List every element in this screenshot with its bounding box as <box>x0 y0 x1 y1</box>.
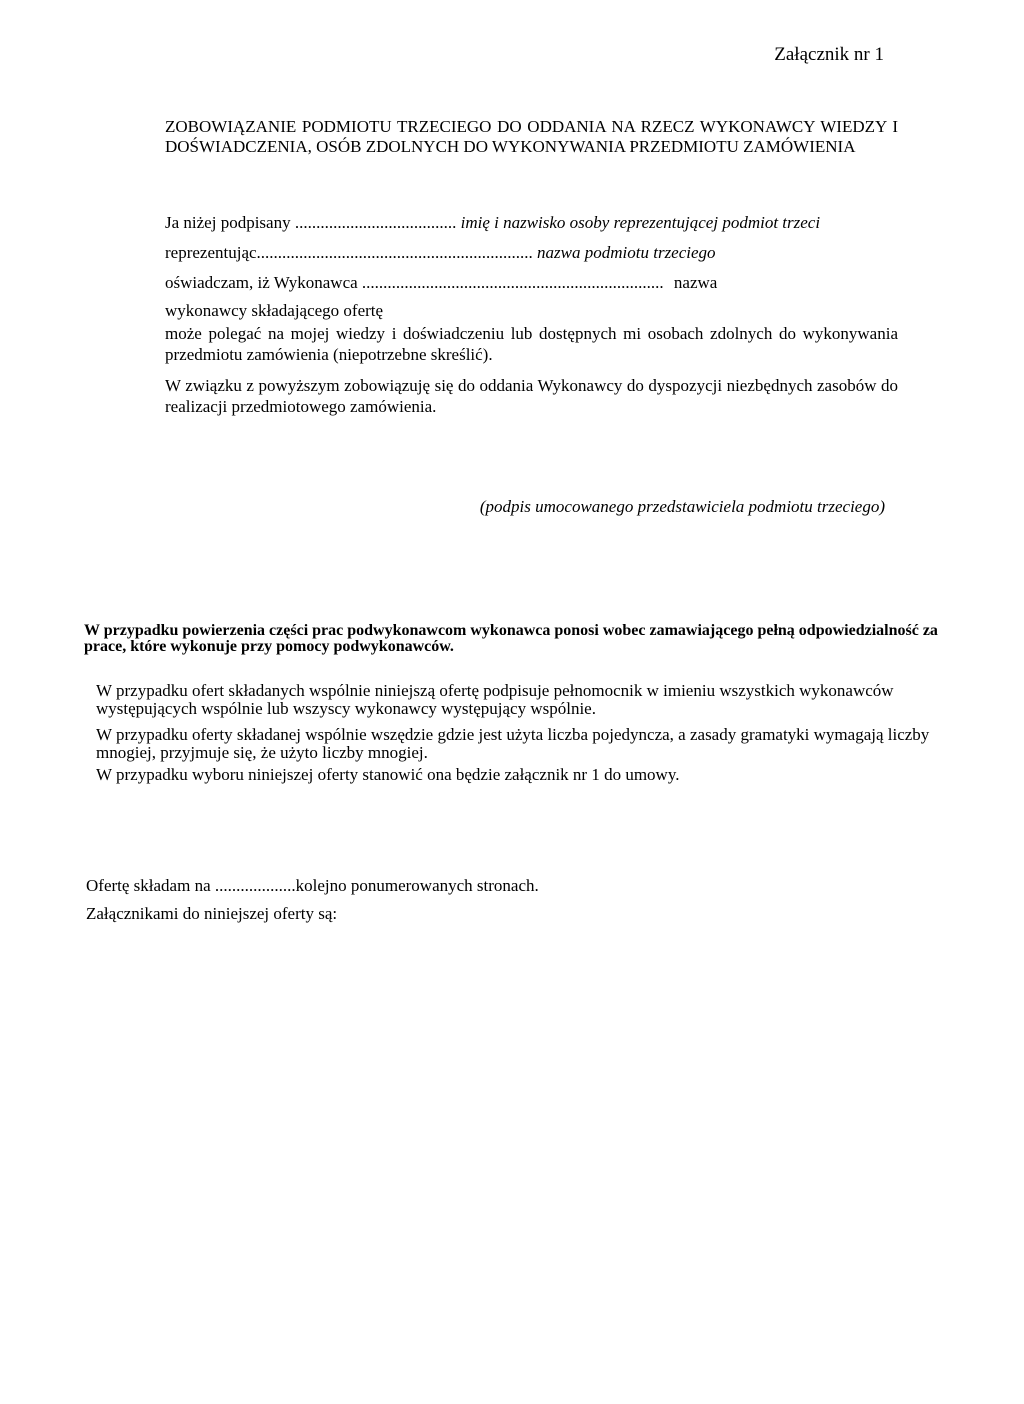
signer-fill-dots[interactable]: ...................................... <box>294 213 457 232</box>
contractor-label: oświadczam, iż Wykonawca <box>165 273 358 292</box>
attachments-label: Załącznikami do niniejszej oferty są: <box>86 904 338 923</box>
pages-line <box>86 875 539 897</box>
note-grammar: W przypadku oferty składanej wspólnie wszędzie gdzie jest użyta liczba pojedyncza, a zasady gramatyki wymagają liczby mnogiej, przyjmuje się, że użyto liczby mnogiej. <box>96 725 930 762</box>
form-line-signer <box>165 212 898 234</box>
contractor-hint: nazwa <box>673 273 718 292</box>
signer-label: Ja niżej podpisany <box>165 213 291 232</box>
entity-hint: nazwa podmiotu trzeciego <box>537 243 716 262</box>
annex-label: Załącznik nr 1 <box>774 44 884 65</box>
entity-label: reprezentując <box>165 243 257 262</box>
pages-fill-dots[interactable]: ................... <box>214 876 296 895</box>
signature-caption: (podpis umocowanego przedstawiciela podmiotu trzeciego) <box>479 497 885 516</box>
form-line-contractor-cont: wykonawcy składającego ofertę <box>165 301 384 320</box>
paragraph-commitment: W związku z powyższym zobowiązuję się do oddania Wykonawcy do dyspozycji niezbędnych zasobów do realizacji przedmiotowego zamówienia. <box>165 376 898 416</box>
signer-hint: imię i nazwisko osoby reprezentującej podmiot trzeci <box>460 213 821 232</box>
form-line-entity <box>165 242 898 264</box>
note-joint-offers: W przypadku ofert składanych wspólnie niniejszą ofertę podpisuje pełnomocnik w imieniu wszystkich wykonawców występujących wspólnie lub wszyscy wykonawcy występujący wspólnie. <box>96 681 894 718</box>
document-title: ZOBOWIĄZANIE PODMIOTU TRZECIEGO DO ODDANIA NA RZECZ WYKONAWCY WIEDZY I DOŚWIADCZENIA, OSÓB ZDOLNYCH DO WYKONYWANIA PRZEDMIOTU ZAMÓWIENIA <box>165 117 898 156</box>
entity-fill-dots[interactable]: ................................................................. <box>256 243 533 262</box>
paragraph-capacity: może polegać na mojej wiedzy i doświadczeniu lub dostępnych mi osobach zdolnych do wykonywania przedmiotu zamówienia (niepotrzebne skreślić). <box>165 324 898 364</box>
pages-label: Ofertę składam na <box>86 876 211 895</box>
note-contract-annex: W przypadku wyboru niniejszej oferty stanowić ona będzie załącznik nr 1 do umowy. <box>96 765 680 784</box>
contractor-fill-dots[interactable]: ....................................................................... <box>361 273 664 292</box>
subcontractor-notice: W przypadku powierzenia części prac podwykonawcom wykonawca ponosi wobec zamawiającego pełną odpowiedzialność za prace, które wykonuje przy pomocy podwykonawców. <box>84 622 938 655</box>
form-line-contractor <box>165 272 898 294</box>
pages-suffix: kolejno ponumerowanych stronach. <box>295 876 539 895</box>
